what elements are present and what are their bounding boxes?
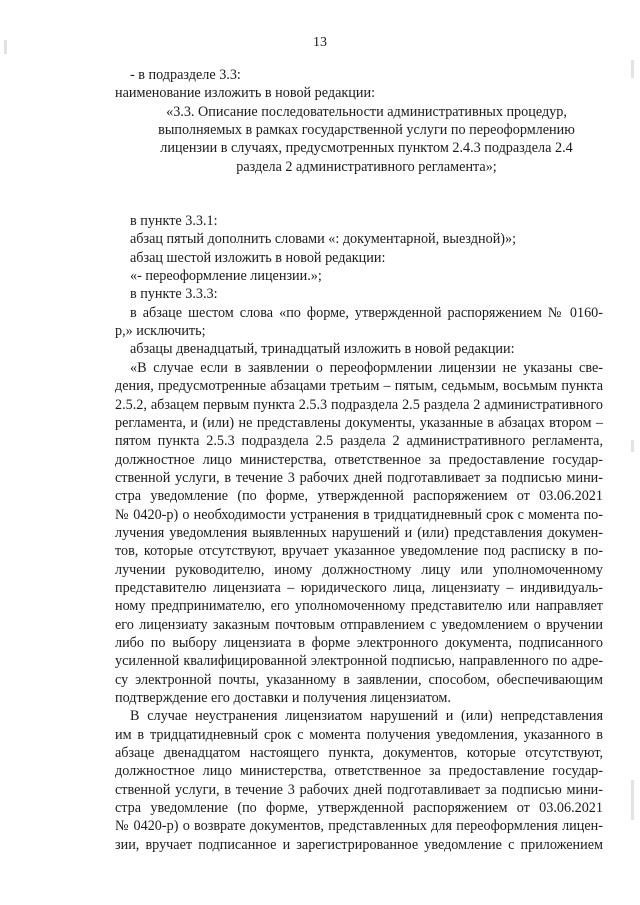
paragraph-line: подтверждение его доставки и получения лицензиатом.: [115, 690, 451, 706]
paragraph-line: ственной услуги, в течение 3 рабочих дней подготавливает за подписью мини-: [115, 469, 603, 486]
quote-line: раздела 2 административного регламента»;: [236, 158, 497, 175]
paragraph-line: № 0420-р) о возврате документов, представленных для переоформления лицен-: [115, 818, 603, 835]
paragraph-line: им в тридцатидневный срок с момента получения уведомления, указанного в: [115, 726, 603, 743]
section-line: абзац пятый дополнить словами «: документарной, выездной)»;: [130, 231, 517, 248]
paragraph-line: должностное лицо министерства, ответственное за предоставление государ-: [115, 763, 603, 780]
paragraph-quoted-1: [115, 359, 603, 708]
quote-line: «3.3. Описание последовательности административных процедур,: [166, 103, 567, 120]
paragraph-line: «В случае если в заявлении о переоформлении лицензии не указаны све-: [130, 359, 603, 376]
paragraph-line: тов, которые отсутствуют, вручает указанное уведомление под расписку в по-: [115, 543, 603, 560]
blank-gap: [115, 176, 603, 212]
quote-line: выполняемых в рамках государственной услуги по переоформлению: [158, 122, 575, 139]
quoted-heading: [115, 103, 603, 176]
page-number: 13: [313, 35, 327, 50]
paragraph-line: стра уведомление (по форме, утвержденной распоряжением от 03.06.2021: [115, 800, 603, 817]
paragraph-line: должностное лицо министерства, ответственное за предоставление государ-: [115, 451, 603, 468]
paragraph-line: абзаце двенадцатом настоящего пункта, документов, которые отсутствуют,: [115, 745, 603, 762]
section-line: в пункте 3.3.3:: [130, 286, 218, 303]
paragraph-line: стра уведомление (по форме, утвержденной распоряжением от 03.06.2021: [115, 488, 603, 505]
paragraph-line: В случае неустранения лицензиатом нарушений и (или) непредставления: [130, 708, 603, 725]
paragraph-line: зии, вручает подписанное и зарегистрированное уведомление с приложением: [115, 836, 603, 853]
paragraph-line: № 0420-р) о необходимости устранения в тридцатидневный срок с момента по-: [115, 506, 603, 523]
paragraph-line: либо по выбору лицензиата в форме электронного документа, подписанного: [115, 634, 603, 651]
paragraph-line: его лицензиату заказным почтовым отправлением с уведомлением о вручении: [115, 616, 603, 633]
paragraph-line: пятом пункта 2.5.3 подраздела 2.5 раздела 2 административного регламента,: [115, 433, 603, 450]
paragraph-line: дения, предусмотренные абзацами третьим – пятым, седьмым, восьмым пункта: [115, 378, 603, 395]
paragraph-line: абзацы двенадцатый, тринадцатый изложить в новой редакции:: [130, 341, 515, 358]
section-line: «- переоформление лицензии.»;: [130, 268, 322, 285]
paragraph-line: р,» исключить;: [115, 323, 206, 340]
paragraph-line: усиленной квалифицированной электронной подписью, направленного по адре-: [115, 653, 603, 670]
paragraph-line: лучения уведомления выявленных нарушений и (или) представления докумен-: [115, 524, 603, 541]
paragraph-line: су электронной почты, указанному в заявлении, способом, обеспечивающим: [115, 671, 603, 688]
section-line: абзац шестой изложить в новой редакции:: [130, 249, 386, 266]
scan-edge-mark: [631, 440, 634, 452]
paragraph-line: регламента, и (или) не представлены документы, указанные в абзацах втором –: [115, 414, 603, 431]
scan-edge-mark: [631, 780, 634, 820]
scan-edge-mark: [631, 60, 634, 78]
paragraph-line: лучении руководителю, иному должностному лицу или уполномоченному: [115, 561, 603, 578]
paragraph-line: ному предпринимателю, его уполномоченному представителю или направляет: [115, 598, 603, 615]
paragraph-line: в абзаце шестом слова «по форме, утвержденной распоряжением № 0160-: [130, 304, 603, 321]
document-body: [115, 66, 603, 854]
intro-line: наименование изложить в новой редакции:: [115, 85, 376, 102]
intro-line: - в подразделе 3.3:: [130, 67, 241, 83]
paragraph-line: ственной услуги, в течение 3 рабочих дней подготавливает за подписью мини-: [115, 781, 603, 798]
paragraph-quoted-2: [115, 707, 603, 854]
section-line: в пункте 3.3.1:: [130, 213, 218, 230]
quote-line: лицензии в случаях, предусмотренных пунктом 2.4.3 подраздела 2.4: [160, 140, 573, 157]
paragraph-line: представителю лицензиата – юридического лица, лицензиату – индивидуаль-: [115, 579, 603, 596]
paragraph-amendment: [115, 304, 603, 341]
paragraph-line: 2.5.2, абзацем первым пункта 2.5.3 подраздела 2.5 раздела 2 административного: [115, 396, 603, 413]
